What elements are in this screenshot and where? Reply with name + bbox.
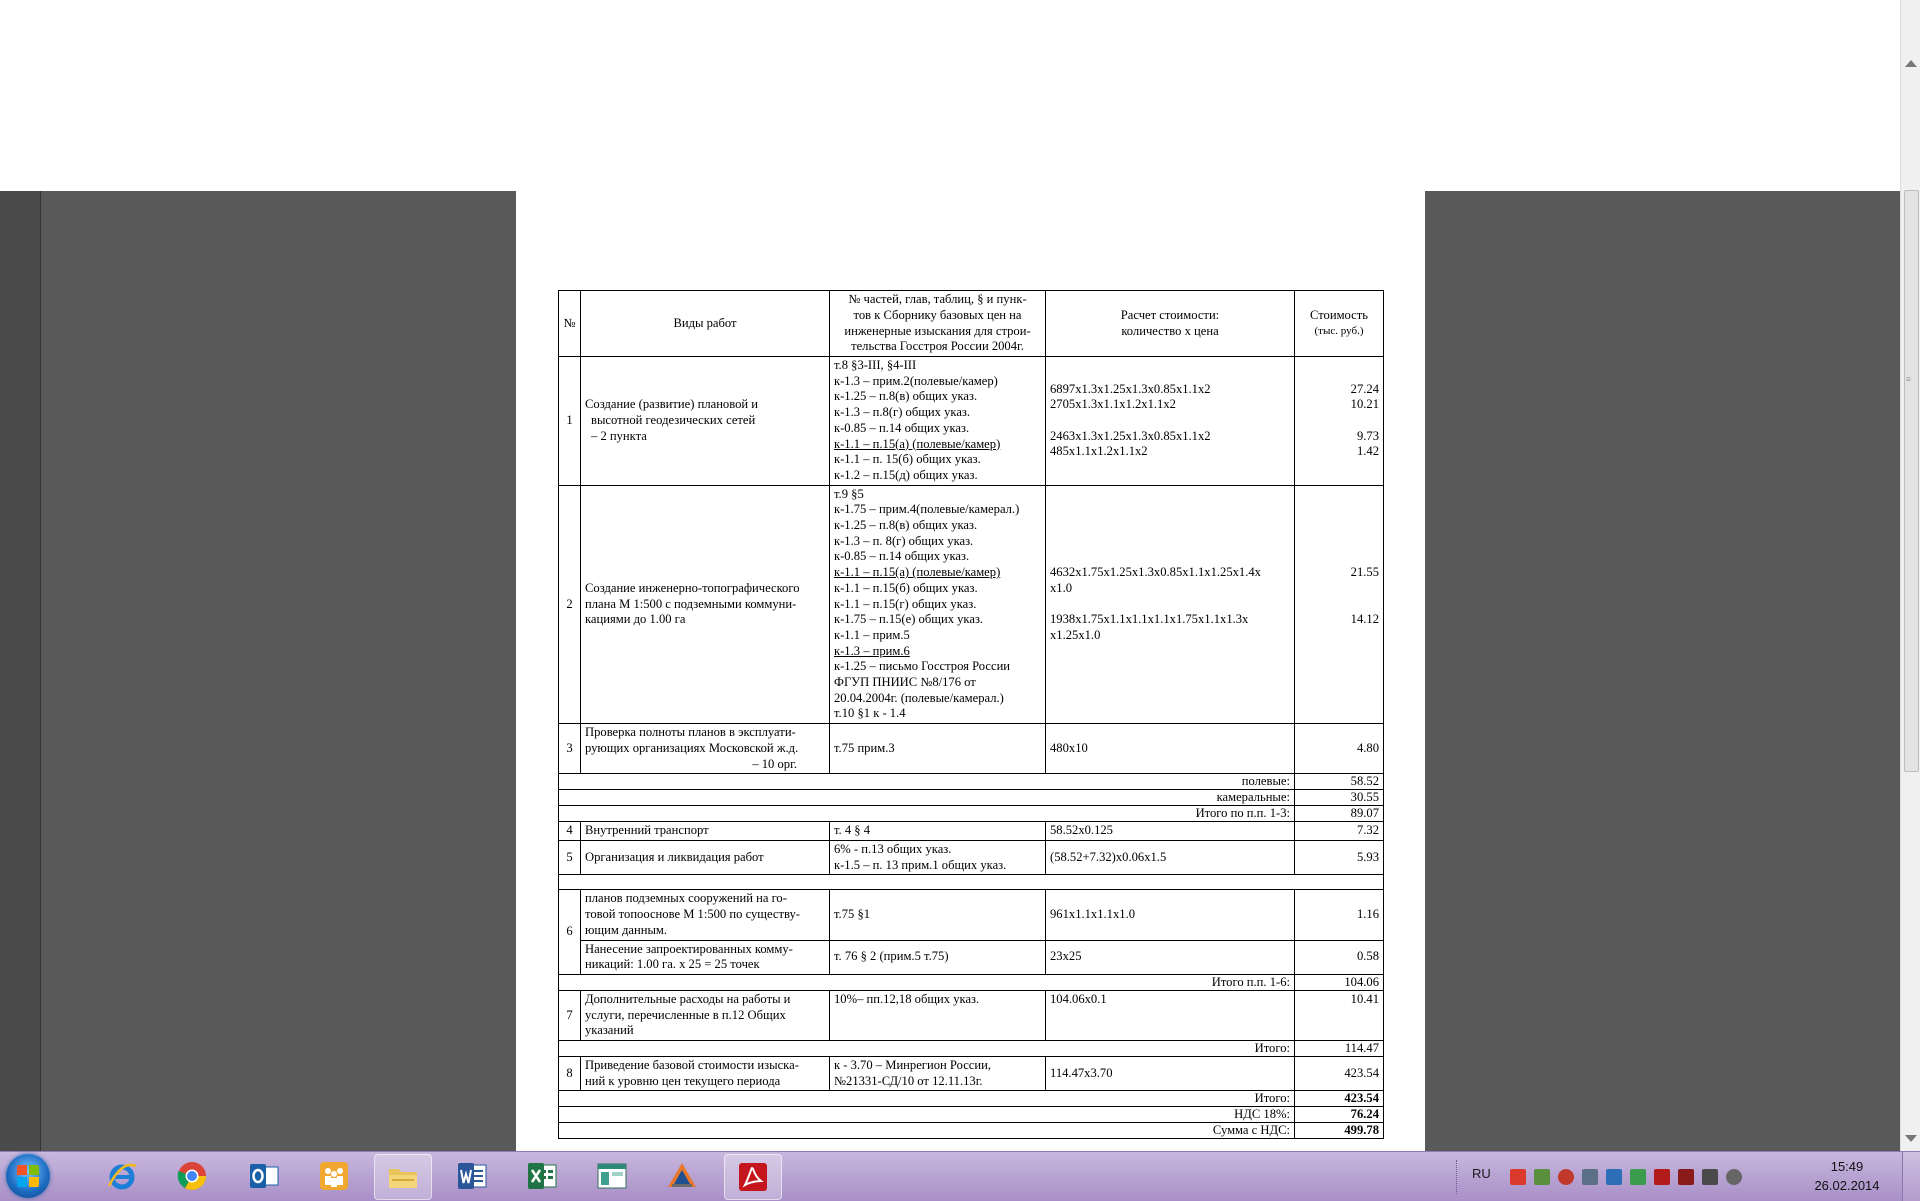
start-button[interactable]: [6, 1154, 50, 1198]
triangle-app-icon: [666, 1160, 698, 1192]
tray-separator: [1456, 1160, 1459, 1194]
total-value: 423.54: [1295, 1091, 1384, 1107]
row-7-cost: 10.41: [1295, 990, 1384, 1040]
row-3-work: Проверка полноты планов в эксплуати- рующих организациях Московской ж.д. – 10 орг.: [581, 724, 830, 774]
vat-value: 76.24: [1295, 1107, 1384, 1123]
taskbar-internet-explorer[interactable]: [94, 1154, 150, 1198]
tray-sync-icon[interactable]: [1630, 1169, 1646, 1185]
header-reference: № частей, глав, таблиц, § и пунк- тов к Сборнику базовых цен на инженерные изыскания для строи- тельства Госстроя России 2004г.: [830, 291, 1046, 357]
taskbar-triangle-app[interactable]: [654, 1154, 710, 1198]
summary-field-row: [559, 774, 1384, 790]
outlook-icon: [248, 1160, 280, 1192]
row-3-cost: 4.80: [1295, 724, 1384, 774]
summary-total-1-6-label: Итого п.п. 1-6:: [559, 974, 1295, 990]
summary-total-1-3-row: [559, 806, 1384, 822]
table-row-1: [559, 357, 1384, 486]
table-row-4: [559, 822, 1384, 841]
header-works: Виды работ: [581, 291, 830, 357]
table-row-8: [559, 1057, 1384, 1091]
row-1-cost: 27.24 10.21 9.73 1.42: [1295, 357, 1384, 486]
row-2-cost: 21.55 14.12: [1295, 485, 1384, 724]
scroll-down-arrow-icon[interactable]: [1905, 1135, 1917, 1142]
row-4-work: Внутренний транспорт: [581, 822, 830, 841]
vertical-scrollbar[interactable]: [1900, 0, 1920, 1151]
row-7-reference: 10%– пп.12,18 общих указ.: [830, 990, 1046, 1040]
table-row-5: [559, 840, 1384, 874]
row-6a-reference: т.75 §1: [830, 890, 1046, 940]
total-row: [559, 1091, 1384, 1107]
row-5-num: 5: [559, 840, 581, 874]
word-icon: [456, 1160, 488, 1192]
tray-update-icon[interactable]: [1606, 1169, 1622, 1185]
row-6b-reference: т. 76 § 2 (прим.5 т.75): [830, 940, 1046, 974]
table-row-3: [559, 724, 1384, 774]
tray-flag-icon[interactable]: [1510, 1169, 1526, 1185]
row-8-cost: 423.54: [1295, 1057, 1384, 1091]
scrollbar-thumb[interactable]: [1904, 190, 1919, 772]
show-desktop-button[interactable]: [1902, 1152, 1920, 1201]
summary-office-label: камеральные:: [559, 790, 1295, 806]
vat-label: НДС 18%:: [559, 1107, 1295, 1123]
scrollbar-grip-icon: ≡: [1906, 374, 1912, 384]
row-5-calculation: (58.52+7.32)x0.06x1.5: [1046, 840, 1295, 874]
header-calculation: Расчет стоимости: количество х цена: [1046, 291, 1295, 357]
tray-action-center-icon[interactable]: [1678, 1169, 1694, 1185]
vat-row: [559, 1107, 1384, 1123]
row-5-reference: 6% - п.13 общих указ. к-1.5 – п. 13 прим.1 общих указ.: [830, 840, 1046, 874]
row-7-num: 7: [559, 990, 581, 1040]
summary-office-row: [559, 790, 1384, 806]
row-6-num: 6: [559, 890, 581, 975]
tray-usb-icon[interactable]: [1582, 1169, 1598, 1185]
windows-taskbar: [0, 1151, 1920, 1201]
summary-total-7-value: 114.47: [1295, 1041, 1384, 1057]
document-page: [516, 191, 1425, 1151]
row-7-calculation: 104.06x0.1: [1046, 990, 1295, 1040]
row-6a-cost: 1.16: [1295, 890, 1384, 940]
row-4-num: 4: [559, 822, 581, 841]
summary-total-1-3-label: Итого по п.п. 1-3:: [559, 806, 1295, 822]
total-label: Итого:: [559, 1091, 1295, 1107]
taskbar-window-app[interactable]: [584, 1154, 640, 1198]
excel-icon: [526, 1160, 558, 1192]
cost-estimate-table: [558, 290, 1384, 1139]
row-6b-work: Нанесение запроектированных комму- никаций: 1.00 га. х 25 = 25 точек: [581, 940, 830, 974]
spacer-row: [559, 875, 1384, 890]
clock-date: 26.02.2014: [1814, 1178, 1880, 1193]
row-4-reference: т. 4 § 4: [830, 822, 1046, 841]
tray-network-icon[interactable]: [1534, 1169, 1550, 1185]
grand-total-value: 499.78: [1295, 1123, 1384, 1139]
row-3-calculation: 480x10: [1046, 724, 1295, 774]
row-8-calculation: 114.47x3.70: [1046, 1057, 1295, 1091]
language-indicator[interactable]: RU: [1472, 1166, 1491, 1181]
summary-field-label: полевые:: [559, 774, 1295, 790]
clock-time: 15:49: [1830, 1159, 1864, 1174]
table-row-6b: [559, 940, 1384, 974]
navigation-pane-strip[interactable]: [0, 191, 41, 1151]
taskbar-word[interactable]: [444, 1154, 500, 1198]
tray-speaker-icon[interactable]: [1726, 1169, 1742, 1185]
row-3-num: 3: [559, 724, 581, 774]
spacer-cell: [559, 875, 1384, 890]
row-2-work: Создание инженерно-топографического плана М 1:500 с подземными коммуни- кациями до 1.00 га: [581, 485, 830, 724]
header-cost: Стоимость (тыс. руб.): [1295, 291, 1384, 357]
row-7-work: Дополнительные расходы на работы и услуги, перечисленные в п.12 Общих указаний: [581, 990, 830, 1040]
row-4-cost: 7.32: [1295, 822, 1384, 841]
row-6b-cost: 0.58: [1295, 940, 1384, 974]
tray-acrobat-icon[interactable]: [1654, 1169, 1670, 1185]
row-2-num: 2: [559, 485, 581, 724]
window-app-icon: [596, 1160, 628, 1192]
row-8-work: Приведение базовой стоимости изыска- ний к уровню цен текущего периода: [581, 1057, 830, 1091]
tray-display-icon[interactable]: [1702, 1169, 1718, 1185]
row-6b-calculation: 23x25: [1046, 940, 1295, 974]
taskbar-people-app[interactable]: [306, 1154, 362, 1198]
row-8-num: 8: [559, 1057, 581, 1091]
table-row-6a: [559, 890, 1384, 940]
taskbar-acrobat[interactable]: [724, 1154, 782, 1200]
row-8-reference: к - 3.70 – Минрегион России, №21331-СД/10 от 12.11.13г.: [830, 1057, 1046, 1091]
people-app-icon: [318, 1160, 350, 1192]
summary-total-1-6-row: [559, 974, 1384, 990]
summary-office-value: 30.55: [1295, 790, 1384, 806]
header-num: №: [559, 291, 581, 357]
row-1-reference: т.8 §3-III, §4-III к-1.3 – прим.2(полевые/камер) к-1.25 – п.8(в) общих указ. к-1.3 – п.8(г) общих указ. к-0.85 – п.14 общих указ. к-1.1 – п.15(а) (полевые/камер) к-1.1 – п. 15(б) общих указ. к-1.2 – п.15(д) общих указ.: [830, 357, 1046, 486]
row-5-work: Организация и ликвидация работ: [581, 840, 830, 874]
summary-total-1-6-value: 104.06: [1295, 974, 1384, 990]
table-row-7: [559, 990, 1384, 1040]
row-3-reference: т.75 прим.3: [830, 724, 1046, 774]
taskbar-excel[interactable]: [514, 1154, 570, 1198]
taskbar-outlook[interactable]: [236, 1154, 292, 1198]
row-6a-calculation: 961x1.1x1.1x1.0: [1046, 890, 1295, 940]
chrome-icon: [176, 1160, 208, 1192]
taskbar-clock[interactable]: [1805, 1157, 1889, 1195]
summary-total-1-3-value: 89.07: [1295, 806, 1384, 822]
acrobat-icon: [737, 1161, 769, 1193]
row-1-work: Создание (развитие) плановой и высотной геодезических сетей – 2 пункта: [581, 357, 830, 486]
summary-total-7-row: [559, 1041, 1384, 1057]
scroll-up-arrow-icon[interactable]: [1905, 60, 1917, 67]
taskbar-file-explorer[interactable]: [374, 1154, 432, 1200]
taskbar-chrome[interactable]: [164, 1154, 220, 1198]
summary-field-value: 58.52: [1295, 774, 1384, 790]
file-explorer-icon: [387, 1161, 419, 1193]
windows-logo-icon: [17, 1165, 39, 1187]
row-4-calculation: 58.52x0.125: [1046, 822, 1295, 841]
row-2-reference: т.9 §5 к-1.75 – прим.4(полевые/камерал.) к-1.25 – п.8(в) общих указ. к-1.3 – п. 8(г) общих указ. к-0.85 – п.14 общих указ. к-1.1 – п.15(а) (полевые/камер) к-1.1 – п.15(б) общих указ. к-1.1 – п.15(г) общих указ. к-1.75 – п.15(е) общих указ. к-1.1 – прим.5 к-1.3 – прим.6 к-1.25 – письмо Госстроя России ФГУП ПНИИС №8/176 от 20.04.2004г. (полевые/камерал.) т.10 §1 к - 1.4: [830, 485, 1046, 724]
tray-volume-icon[interactable]: [1558, 1169, 1574, 1185]
table-header-row: [559, 291, 1384, 357]
row-6a-work: планов подземных сооружений на го- товой топооснове М 1:500 по существу- ющим данным.: [581, 890, 830, 940]
row-1-num: 1: [559, 357, 581, 486]
internet-explorer-icon: [106, 1160, 138, 1192]
grand-total-row: [559, 1123, 1384, 1139]
grand-total-label: Сумма с НДС:: [559, 1123, 1295, 1139]
table-row-2: [559, 485, 1384, 724]
row-2-calculation: 4632x1.75x1.25x1.3x0.85x1.1x1.25x1.4x x1.0 1938x1.75x1.1x1.1x1.1x1.75x1.1x1.3x x1.25x1.0: [1046, 485, 1295, 724]
summary-total-7-label: Итого:: [559, 1041, 1295, 1057]
row-1-calculation: 6897x1.3x1.25x1.3x0.85x1.1x2 2705x1.3x1.1x1.2x1.1x2 2463x1.3x1.25x1.3x0.85x1.1x2 485x1.1x1.2x1.1x2: [1046, 357, 1295, 486]
document-top-margin: [0, 0, 1900, 191]
row-5-cost: 5.93: [1295, 840, 1384, 874]
